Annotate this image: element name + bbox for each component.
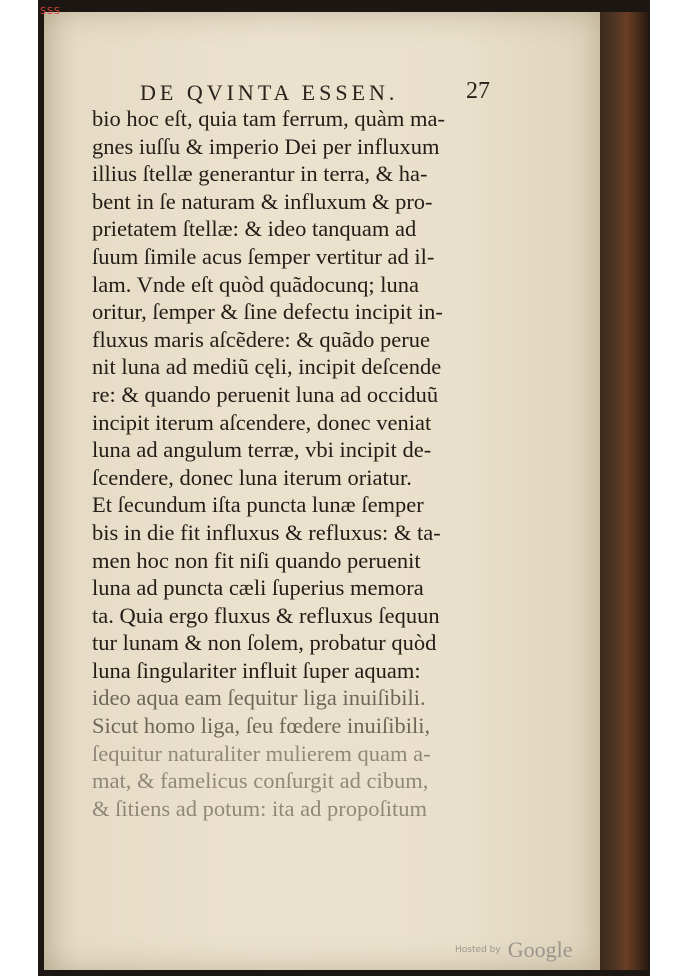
- page-edge-shadow: [600, 12, 648, 970]
- text-line: lam. Vnde eſt quòd quãdocunq; luna: [92, 271, 420, 297]
- text-line: luna ad angulum terræ, vbi incipit de-: [92, 437, 432, 463]
- text-line: ſuum ſimile acus ſemper vertitur ad il-: [92, 243, 435, 269]
- text-line: illius ſtellæ generantur in terra, & ha-: [92, 161, 428, 187]
- text-line: ideo aqua eam ſequitur liga inuiſibili.: [92, 685, 426, 711]
- text-line: ſequitur naturaliter mulierem quam a-: [92, 740, 431, 766]
- text-line: luna ſingulariter influit ſuper aquam:: [92, 657, 421, 683]
- hosted-by-label: Hosted by: [455, 945, 501, 955]
- text-line: fluxus maris aſcẽdere: & quãdo perue: [92, 326, 430, 352]
- text-line: tur lunam & non ſolem, probatur quòd: [92, 630, 437, 656]
- page-number: 27: [466, 78, 490, 104]
- text-line: re: & quando peruenit luna ad occiduũ: [92, 381, 439, 407]
- running-title: DE QVINTA ESSEN.: [140, 80, 399, 105]
- text-line: ſcendere, donec luna iterum oriatur.: [92, 464, 412, 490]
- text-line: & ſitiens ad potum: ita ad propoſitum: [92, 795, 427, 821]
- text-line: oritur, ſemper & ſine defectu incipit in-: [92, 299, 443, 325]
- text-line: mat, & famelicus conſurgit ad cibum,: [92, 768, 429, 794]
- text-line: ta. Quia ergo fluxus & refluxus ſequun: [92, 602, 440, 628]
- text-line: bent in ſe naturam & influxum & pro-: [92, 188, 433, 214]
- text-line: incipit iterum aſcendere, donec veniat: [92, 409, 432, 435]
- text-line: Sicut homo liga, ſeu fœdere inuiſibili,: [92, 713, 431, 739]
- running-header: [140, 78, 500, 108]
- text-line: gnes iuſſu & imperio Dei per influxum: [92, 133, 440, 159]
- google-logo-text: Google: [507, 937, 573, 962]
- hosted-by-google-watermark: [455, 937, 573, 963]
- page-text: [92, 105, 502, 822]
- text-line: Et ſecundum iſta puncta lunæ ſemper: [92, 492, 424, 518]
- text-line: luna ad puncta cæli ſuperius memora: [92, 575, 424, 601]
- text-line: prietatem ſtellæ: & ideo tanquam ad: [92, 216, 417, 242]
- text-line: bio hoc eſt, quia tam ferrum, quàm ma-: [92, 106, 446, 131]
- text-line: men hoc non fit niſi quando peruenit: [92, 547, 421, 573]
- text-line: bis in die fit influxus & refluxus: & ta-: [92, 519, 441, 545]
- text-line: nit luna ad mediũ cęli, incipit deſcende: [92, 354, 442, 380]
- corner-label: SSS: [40, 6, 61, 17]
